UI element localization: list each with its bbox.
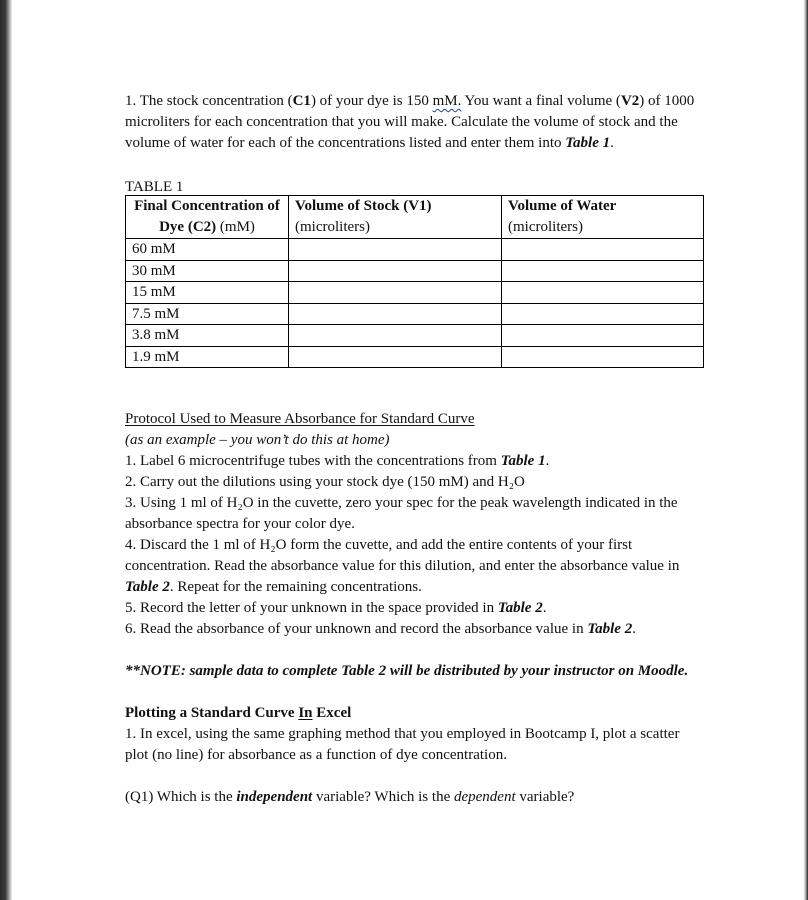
header-volume-of-stock: Volume of Stock (V1) (microliters) <box>289 196 502 239</box>
stock-volume-cell[interactable] <box>289 239 502 261</box>
stock-volume-cell[interactable] <box>289 346 502 368</box>
water-volume-cell[interactable] <box>502 325 704 347</box>
water-volume-cell[interactable] <box>502 346 704 368</box>
concentration-cell: 1.9 mM <box>126 346 289 368</box>
protocol-step-1: 1. Label 6 microcentrifuge tubes with the concentrations from Table 1. <box>125 453 550 469</box>
water-volume-cell[interactable] <box>502 282 704 304</box>
protocol-subtitle: (as an example – you won’t do this at home) <box>125 432 390 448</box>
instructor-note: **NOTE: sample data to complete Table 2 will be distributed by your instructor on Moodle. <box>125 663 689 679</box>
stock-volume-cell[interactable] <box>289 260 502 282</box>
plotting-title: Plotting a Standard Curve In Excel <box>125 705 352 721</box>
table-row <box>126 239 704 261</box>
table-row <box>126 260 704 282</box>
protocol-step-2: 2. Carry out the dilutions using your stock dye (150 mM) and H₂O <box>125 474 525 490</box>
table-row <box>126 346 704 368</box>
spellcheck-flagged-word: mM. <box>432 93 462 109</box>
protocol-title: Protocol Used to Measure Absorbance for Standard Curve <box>125 411 475 427</box>
protocol-step-5: 5. Record the letter of your unknown in the space provided in Table 2. <box>125 600 547 616</box>
concentration-cell: 7.5 mM <box>126 303 289 325</box>
protocol-step-4: 4. Discard the 1 ml of H₂O form the cuvette, and add the entire contents of your first concentration. Read the absorbance value for this dilution, and enter the absorbance value in Table 2. Repeat for the remaining concentrations. <box>125 537 680 595</box>
concentration-cell: 15 mM <box>126 282 289 304</box>
table-row <box>126 282 704 304</box>
document-page <box>125 91 705 808</box>
protocol-section <box>125 409 705 640</box>
stock-volume-cell[interactable] <box>289 282 502 304</box>
water-volume-cell[interactable] <box>502 303 704 325</box>
protocol-step-3: 3. Using 1 ml of H₂O in the cuvette, zero your spec for the peak wavelength indicated in the absorbance spectra for your color dye. <box>125 495 678 532</box>
header-volume-of-water: Volume of Water (microliters) <box>502 196 704 239</box>
table-1-label: TABLE 1 <box>125 179 184 195</box>
concentration-cell: 60 mM <box>126 239 289 261</box>
plotting-section <box>125 703 705 766</box>
water-volume-cell[interactable] <box>502 239 704 261</box>
concentration-cell: 3.8 mM <box>126 325 289 347</box>
table-row <box>126 325 704 347</box>
table-row <box>126 303 704 325</box>
header-final-concentration: Final Concentration of Dye (C2) (mM) <box>126 196 289 239</box>
question-q1: (Q1) Which is the independent variable? Which is the dependent variable? <box>125 789 575 805</box>
left-window-edge <box>0 0 12 900</box>
plotting-step-1: 1. In excel, using the same graphing method that you employed in Bootcamp I, plot a scatter plot (no line) for absorbance as a function of dye concentration. <box>125 726 680 763</box>
protocol-step-6: 6. Read the absorbance of your unknown and record the absorbance value in Table 2. <box>125 621 636 637</box>
concentration-cell: 30 mM <box>126 260 289 282</box>
water-volume-cell[interactable] <box>502 260 704 282</box>
right-window-edge <box>803 0 808 900</box>
table-header-row <box>126 196 704 239</box>
question-1-instructions: 1. The stock concentration (C1) of your dye is 150 mM. You want a final volume (V2) of 1000 microliters for each concentration that you will make. Calculate the volume of stock and the volume of water for each of the concentrations listed and enter them into Table 1. <box>125 93 695 151</box>
stock-volume-cell[interactable] <box>289 303 502 325</box>
stock-volume-cell[interactable] <box>289 325 502 347</box>
table-1 <box>125 195 704 368</box>
